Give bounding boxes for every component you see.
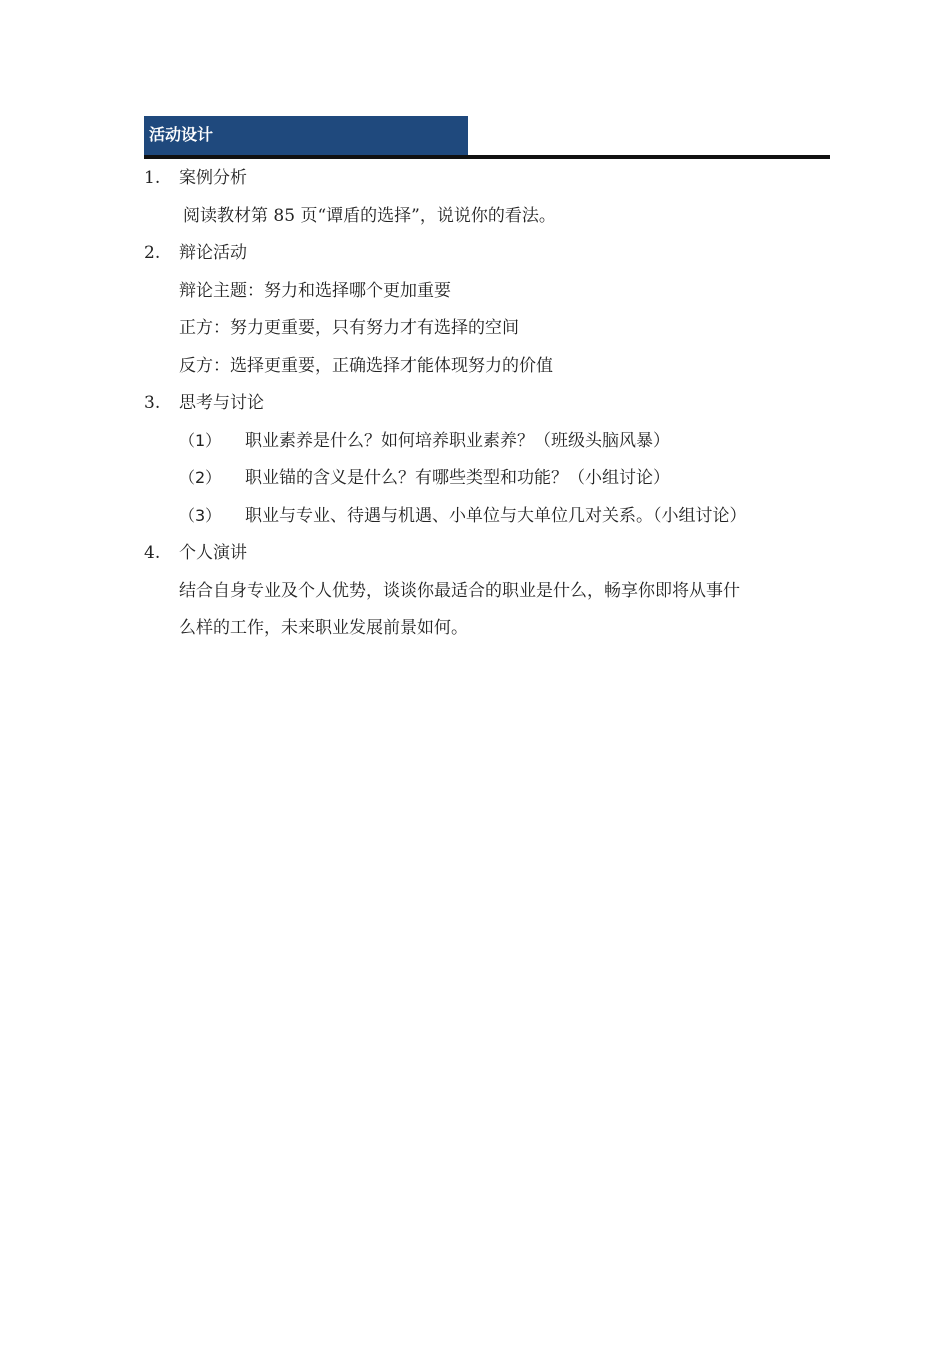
sub-item: [144, 504, 824, 528]
sub-item: [144, 466, 824, 490]
list-item-heading: [144, 166, 824, 190]
item-body-line: [144, 579, 824, 603]
sub-item-text: 职业锚的含义是什么？有哪些类型和功能？（小组讨论）: [245, 468, 670, 488]
speech-prompt-line-1: 结合自身专业及个人优势，谈谈你最适合的职业是什么，畅享你即将从事什: [179, 580, 740, 601]
item-heading: 个人演讲: [179, 543, 247, 563]
item-heading: 案例分析: [179, 168, 247, 188]
debate-affirmative: 正方：努力更重要，只有努力才有选择的空间: [179, 318, 519, 338]
item-number: 4.: [144, 543, 161, 563]
item-body-line: [144, 616, 824, 640]
item-body-line: [144, 316, 824, 340]
item-heading: 辩论活动: [179, 243, 247, 263]
speech-prompt-line-2: 么样的工作，未来职业发展前景如何。: [179, 618, 468, 638]
sub-item-text: 职业与专业、待遇与机遇、小单位与大单位几对关系。（小组讨论）: [245, 505, 747, 526]
section-title: 活动设计: [149, 125, 214, 144]
sub-item-text: 职业素养是什么？如何培养职业素养？（班级头脑风暴）: [245, 430, 670, 451]
sub-item: [144, 429, 824, 453]
sub-item-number: （1）: [179, 430, 222, 450]
item-heading: 思考与讨论: [179, 393, 264, 413]
list-item-heading: [144, 391, 824, 415]
section-header-bar: [144, 116, 468, 155]
item-number: 3.: [144, 393, 161, 413]
section-divider: [144, 155, 830, 159]
item-body-line: [144, 354, 824, 378]
item-number: 1.: [144, 168, 161, 188]
sub-item-number: （2）: [179, 468, 222, 487]
item-number: 2.: [144, 243, 161, 263]
item-body-text: 阅读教材第 85 页“谭盾的选择”，说说你的看法。: [183, 205, 556, 226]
list-item-heading: [144, 241, 824, 265]
activity-list: [144, 166, 824, 654]
item-body-line: [144, 279, 824, 303]
section-header: [144, 116, 830, 160]
debate-topic: 辩论主题：努力和选择哪个更加重要: [179, 280, 451, 301]
list-item-heading: [144, 541, 824, 565]
debate-negative: 反方：选择更重要，正确选择才能体现努力的价值: [179, 355, 553, 376]
item-body-line: [144, 204, 824, 228]
sub-item-number: （3）: [179, 505, 222, 525]
